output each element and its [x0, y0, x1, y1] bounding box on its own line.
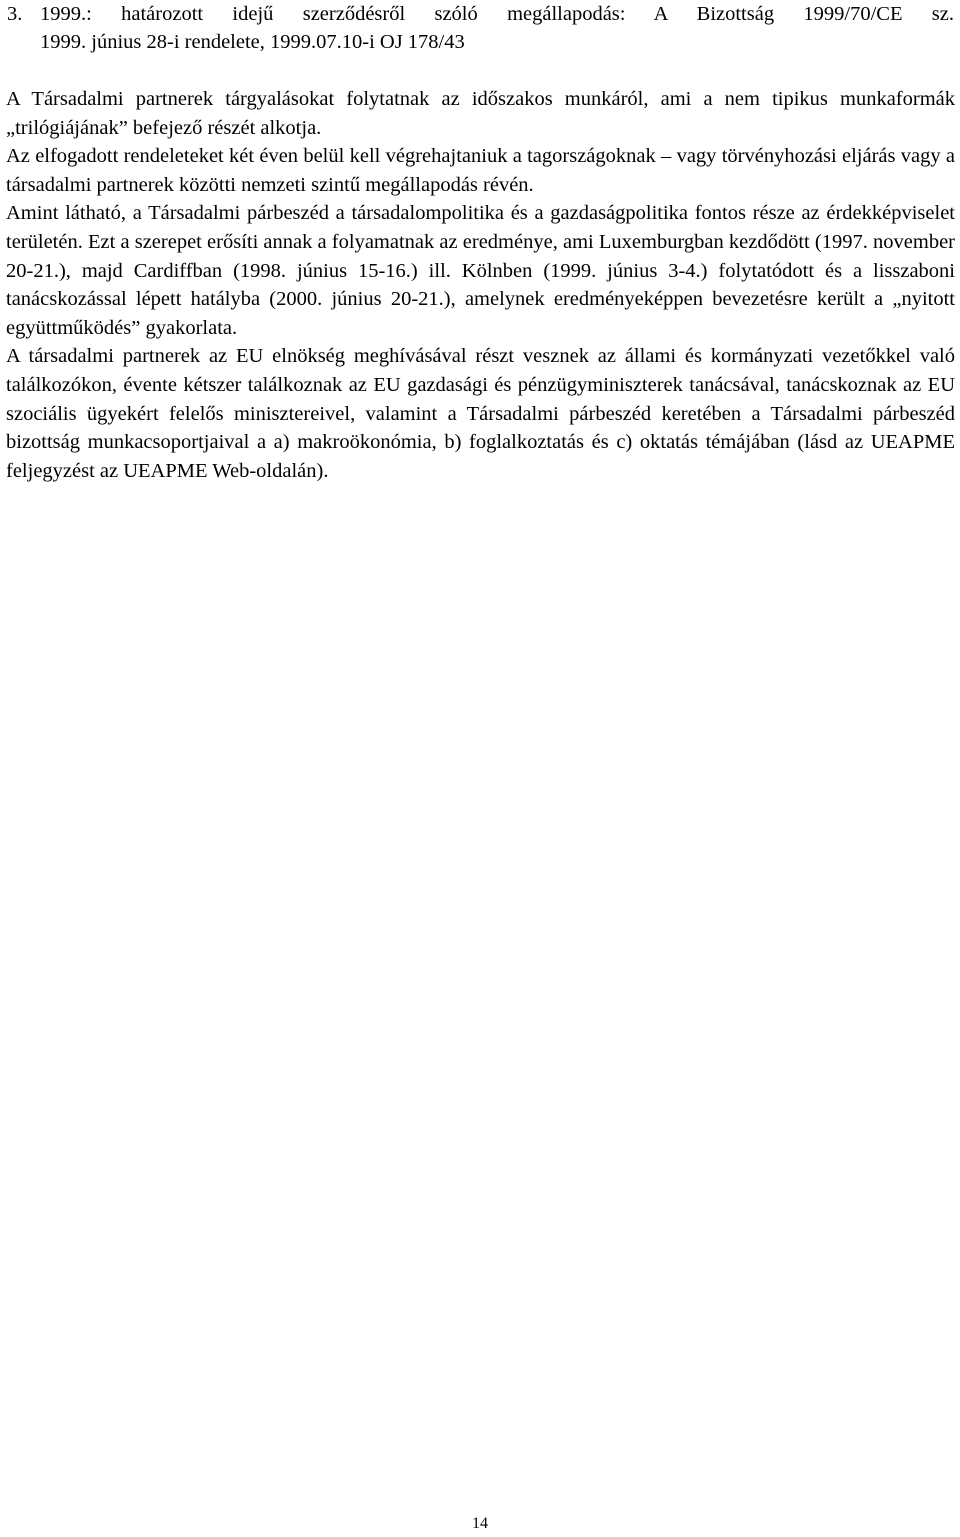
paragraph-temporary-work: A Társadalmi partnerek tárgyalásokat folytatnak az időszakos munkáról, ami a nem tipikus munkaformák „trilógiájának” befejező részét alkotja. — [6, 88, 955, 139]
paragraph-implementation: Az elfogadott rendeleteket két éven belül kell végrehajtaniuk a tagországoknak – vagy törvényhozási eljárás vagy a társadalmi partnerek közötti nemzeti szintű megállapodás révén. — [6, 145, 955, 196]
paragraph-social-partners: A társadalmi partnerek az EU elnökség meghívásával részt vesznek az állami és kormányzati vezetőkkel való találkozókon, évente kétszer találkoznak az EU gazdasági és pénzügyminiszterek tanácsával, tanácskoznak az EU szociális ügyekért felelős minisztereivel, valamint a Társadalmi párbeszéd keretében a Társadalmi párbeszéd bizottság munkacsoportjaival a a) makroökonómia, b) foglalkoztatás és c) oktatás témájában (lásd az UEAPME feljegyzést az UEAPME Web-oldalán). — [6, 345, 955, 482]
paragraph-social-dialogue: Amint látható, a Társadalmi párbeszéd a társadalompolitika és a gazdaságpolitika fontos része az érdekképviselet területén. Ezt a szerepet erősíti annak a folyamatnak az eredménye, ami Luxemburgban kezdődött (1997. november 20-21.), majd Cardiffban (1998. június 15-16.) ill. Kölnben (1999. június 3-4.) folytatódott és a lisszaboni tanácskozással lépett hatályba (2000. június 20-21.), amelynek eredményeképpen bevezetésre került a „nyitott együttműködés” gyakorlata. — [6, 202, 955, 339]
list-item-line-1: 1999.: határozott idejű szerződésről szóló megállapodás: A Bizottság 1999/70/CE sz. — [40, 3, 954, 25]
page-number: 14 — [472, 1515, 488, 1532]
list-item-line-2: 1999. június 28-i rendelete, 1999.07.10-i OJ 178/43 — [40, 31, 465, 53]
list-number: 3. — [7, 3, 23, 25]
body-text — [6, 85, 955, 485]
